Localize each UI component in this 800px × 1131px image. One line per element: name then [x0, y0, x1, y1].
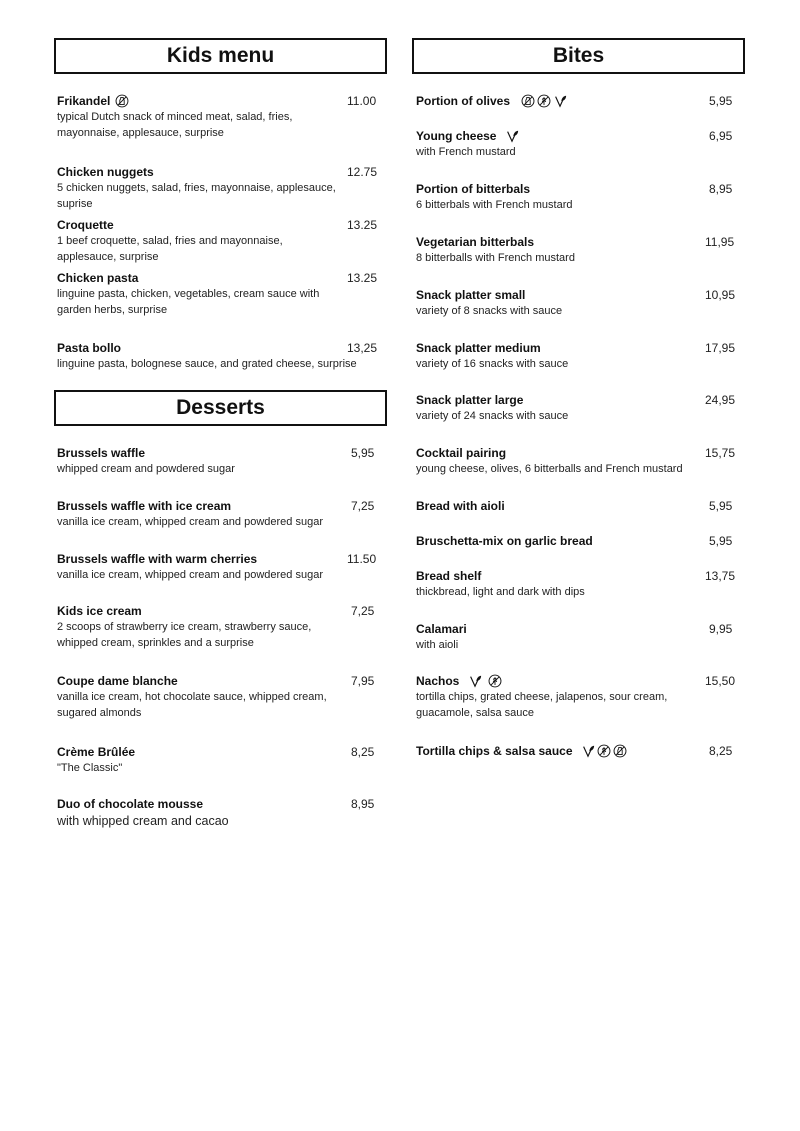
kids-menu-title: Kids menu	[54, 38, 387, 74]
bite-item-snack-platter-small	[416, 287, 741, 319]
menu-item-creme-brulee	[57, 744, 379, 776]
item-description: with French mustard	[416, 146, 516, 158]
item-price: 7,25	[351, 604, 375, 618]
item-description: 6 bitterbals with French mustard	[416, 199, 573, 211]
item-price: 5,95	[709, 534, 733, 548]
item-name: Bruschetta-mix on garlic bread	[416, 534, 593, 548]
item-price: 11,95	[705, 235, 735, 249]
item-name: Portion of bitterbals	[416, 182, 530, 196]
menu-item-brussels-waffle-ice-cream	[57, 498, 379, 530]
item-name: Bread with aioli	[416, 499, 505, 513]
item-description: young cheese, olives, 6 bitterballs and French mustard	[416, 463, 683, 475]
vegan-icon	[553, 94, 567, 108]
item-description: linguine pasta, chicken, vegetables, cream sauce with garden herbs, surprise	[57, 288, 320, 316]
item-name: Young cheese	[416, 129, 497, 143]
menu-item-duo-chocolate-mousse	[57, 796, 379, 830]
item-price: 13,75	[705, 569, 736, 583]
item-name: Nachos	[416, 674, 460, 688]
item-description: whipped cream and powdered sugar	[57, 463, 235, 475]
item-description: vanilla ice cream, whipped cream and powdered sugar	[57, 516, 323, 528]
item-price: 12.75	[347, 165, 378, 179]
item-price: 17,95	[705, 341, 736, 355]
item-name: Cocktail pairing	[416, 446, 507, 460]
bite-item-cocktail-pairing	[416, 445, 741, 477]
bites-title: Bites	[412, 38, 745, 74]
item-price: 7,25	[351, 499, 375, 513]
item-price: 9,95	[709, 622, 733, 636]
item-name: Brussels waffle	[57, 446, 146, 460]
item-name: Portion of olives	[416, 94, 511, 108]
item-price: 10,95	[705, 288, 736, 302]
menu-item-chicken-pasta	[57, 270, 379, 318]
gluten-free-icon	[488, 674, 502, 688]
bite-item-tortilla-chips	[416, 743, 741, 759]
item-description: variety of 24 snacks with sauce	[416, 410, 569, 422]
item-price: 7,95	[351, 674, 375, 688]
item-name: Crème Brûlée	[57, 745, 136, 759]
item-name: Snack platter medium	[416, 341, 541, 355]
item-description: with whipped cream and cacao	[57, 814, 229, 828]
bite-item-bruschetta	[416, 533, 741, 549]
gluten-free-icon	[597, 744, 611, 758]
item-description: variety of 8 snacks with sauce	[416, 305, 563, 317]
bite-item-bread-aioli	[416, 498, 741, 514]
menu-item-brussels-waffle-cherries	[57, 551, 379, 583]
menu-item-chicken-nuggets	[57, 164, 379, 212]
item-name: Coupe dame blanche	[57, 674, 178, 688]
menu-item-croquette	[57, 217, 379, 265]
desserts-title: Desserts	[54, 390, 387, 426]
item-name: Brussels waffle with warm cherries	[57, 552, 258, 566]
vegan-icon	[505, 129, 519, 143]
item-name: Kids ice cream	[57, 604, 142, 618]
gluten-free-icon	[537, 94, 551, 108]
item-description: 1 beef croquette, salad, fries and mayonnaise, applesauce, surprise	[57, 235, 283, 263]
item-description: "The Classic"	[57, 762, 123, 774]
item-name: Calamari	[416, 622, 467, 636]
item-description: linguine pasta, bolognese sauce, and grated cheese, surprise	[57, 358, 357, 370]
bite-item-bread-shelf	[416, 568, 741, 600]
item-name: Chicken nuggets	[57, 165, 154, 179]
item-name: Bread shelf	[416, 569, 482, 583]
bite-item-bitterbals	[416, 181, 741, 213]
bite-item-calamari	[416, 621, 741, 653]
bite-item-snack-platter-large	[416, 392, 741, 424]
item-name: Snack platter small	[416, 288, 526, 302]
item-description: with aioli	[416, 639, 459, 651]
menu-item-pasta-bollo	[57, 340, 379, 372]
item-price: 8,95	[709, 182, 733, 196]
item-name: Croquette	[57, 218, 114, 232]
item-price: 6,95	[709, 129, 733, 143]
item-name: Snack platter large	[416, 393, 524, 407]
item-name: Frikandel	[57, 94, 111, 108]
item-description: 2 scoops of strawberry ice cream, strawberry sauce, whipped cream, sprinkles and a surprise	[57, 621, 312, 649]
item-price: 15,75	[705, 446, 736, 460]
item-price: 8,25	[351, 745, 375, 759]
item-price: 11.00	[347, 94, 377, 108]
menu-item-coupe-dame-blanche	[57, 673, 379, 721]
lactose-free-icon	[521, 94, 535, 108]
item-description: 5 chicken nuggets, salad, fries, mayonnaise, applesauce, suprise	[57, 182, 336, 210]
vegan-icon	[581, 744, 595, 758]
item-name: Pasta bollo	[57, 341, 122, 355]
item-price: 11.50	[347, 552, 377, 566]
menu-item-brussels-waffle	[57, 445, 379, 477]
item-name: Brussels waffle with ice cream	[57, 499, 232, 513]
menu-item-kids-ice-cream	[57, 603, 379, 651]
item-price: 13.25	[347, 218, 378, 232]
bite-item-vegetarian-bitterbals	[416, 234, 741, 266]
item-description: variety of 16 snacks with sauce	[416, 358, 569, 370]
item-name: Duo of chocolate mousse	[57, 797, 204, 811]
item-price: 5,95	[709, 94, 733, 108]
item-name: Tortilla chips & salsa sauce	[416, 744, 573, 758]
bite-item-snack-platter-medium	[416, 340, 741, 372]
item-description: 8 bitterballs with French mustard	[416, 252, 575, 264]
bite-item-young-cheese	[416, 128, 741, 160]
item-price: 8,25	[709, 744, 733, 758]
bite-item-olives	[416, 93, 741, 109]
item-price: 5,95	[709, 499, 733, 513]
vegan-icon	[468, 674, 482, 688]
item-description: tortilla chips, grated cheese, jalapenos, sour cream, guacamole, salsa sauce	[416, 691, 668, 719]
item-price: 5,95	[351, 446, 375, 460]
item-description: vanilla ice cream, whipped cream and powdered sugar	[57, 569, 323, 581]
bite-item-nachos	[416, 673, 741, 721]
item-price: 8,95	[351, 797, 375, 811]
item-description: thickbread, light and dark with dips	[416, 586, 585, 598]
item-description: typical Dutch snack of minced meat, salad, fries, mayonnaise, applesauce, surprise	[57, 111, 293, 139]
item-price: 15,50	[705, 674, 736, 688]
item-name: Chicken pasta	[57, 271, 139, 285]
menu-item-frikandel	[57, 93, 379, 141]
item-price: 13.25	[347, 271, 378, 285]
item-description: vanilla ice cream, hot chocolate sauce, whipped cream, sugared almonds	[57, 691, 327, 719]
lactose-free-icon	[613, 744, 627, 758]
item-name: Vegetarian bitterbals	[416, 235, 535, 249]
item-price: 13,25	[347, 341, 378, 355]
lactose-free-icon	[115, 94, 129, 108]
item-price: 24,95	[705, 393, 736, 407]
